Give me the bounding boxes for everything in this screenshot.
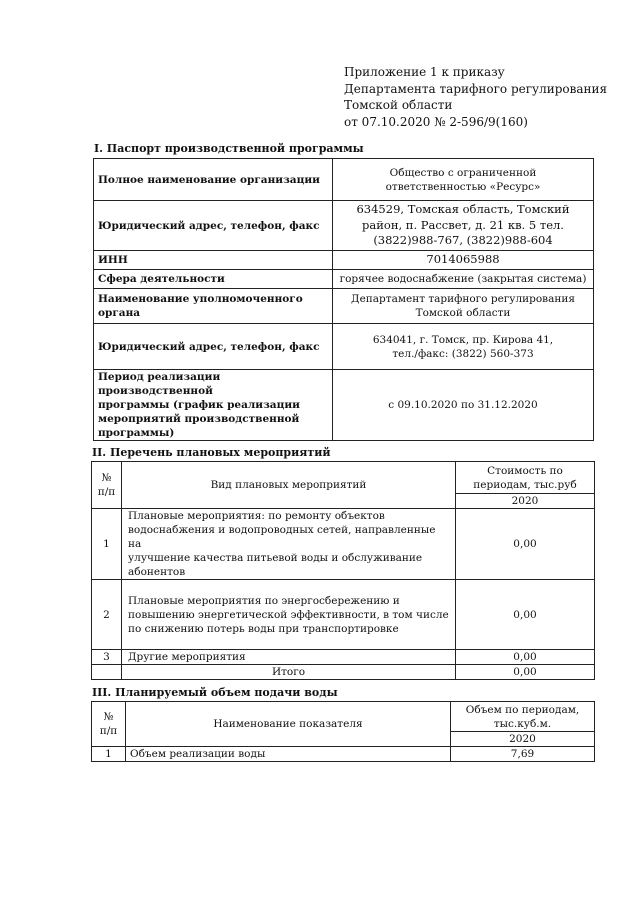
appendix-line: Томской области — [344, 98, 453, 112]
events-table — [91, 461, 595, 680]
row-desc: Плановые мероприятия: по ремонту объектов водоснабжения и водопроводных сетей, направленные на улучшение качества питьевой воды и обслуживание абонентов — [122, 509, 456, 580]
passport-label: Сфера деятельности — [94, 270, 333, 289]
passport-label: ИНН — [94, 251, 333, 270]
passport-value: Общество с ограниченной ответственностью «Ресурс» — [333, 159, 594, 201]
passport-row — [94, 159, 594, 201]
row-num: 2 — [92, 580, 122, 650]
passport-row — [94, 270, 594, 289]
appendix-line: Приложение 1 к приказу — [344, 65, 505, 79]
passport-label: Юридический адрес, телефон, факс — [94, 324, 333, 370]
row-desc: Плановые мероприятия по энергосбережению и повышению энергетической эффективности, в том числе по снижению потерь воды при транспортировке — [122, 580, 456, 650]
row-value: 0,00 — [456, 509, 595, 580]
header-volume: Объем по периодам, тыс.куб.м. — [451, 702, 595, 732]
passport-row — [94, 370, 594, 441]
row-num: 1 — [92, 747, 126, 762]
header-num: № п/п — [92, 702, 126, 747]
table-row — [92, 747, 595, 762]
total-label: Итого — [122, 665, 456, 680]
row-num: 1 — [92, 509, 122, 580]
header-kind: Вид плановых мероприятий — [122, 462, 456, 509]
row-desc: Другие мероприятия — [122, 650, 456, 665]
passport-row — [94, 289, 594, 324]
passport-value: 634529, Томская область, Томский район, п. Рассвет, д. 21 кв. 5 тел. (3822)988-767, (3822)988-604 — [333, 201, 594, 251]
events-header-row — [92, 462, 595, 494]
section-3-title: III. Планируемый объем подачи воды — [92, 686, 338, 699]
passport-value: с 09.10.2020 по 31.12.2020 — [333, 370, 594, 441]
passport-label: Наименование уполномоченного органа — [94, 289, 333, 324]
passport-label: Период реализации производственной программы (график реализации мероприятий производственной программы) — [94, 370, 333, 441]
header-year: 2020 — [451, 732, 595, 747]
total-value: 0,00 — [456, 665, 595, 680]
passport-value: Департамент тарифного регулирования Томской области — [333, 289, 594, 324]
appendix-line: Департамента тарифного регулирования — [344, 81, 608, 96]
row-value: 7,69 — [451, 747, 595, 762]
passport-row — [94, 324, 594, 370]
header-year: 2020 — [456, 494, 595, 509]
volume-header-row — [92, 702, 595, 732]
volume-table — [91, 701, 595, 762]
passport-value: 7014065988 — [333, 251, 594, 270]
section-2-title: II. Перечень плановых мероприятий — [92, 446, 331, 459]
passport-row — [94, 201, 594, 251]
appendix-header — [344, 64, 607, 130]
table-row — [92, 509, 595, 580]
passport-table — [93, 158, 594, 441]
passport-row — [94, 251, 594, 270]
header-cost: Стоимость по периодам, тыс.руб — [456, 462, 595, 494]
passport-label: Юридический адрес, телефон, факс — [94, 201, 333, 251]
row-name: Объем реализации воды — [126, 747, 451, 762]
total-empty — [92, 665, 122, 680]
appendix-line: от 07.10.2020 № 2-596/9(160) — [344, 114, 528, 129]
total-row — [92, 665, 595, 680]
header-num: № п/п — [92, 462, 122, 509]
table-row — [92, 650, 595, 665]
header-name: Наименование показателя — [126, 702, 451, 747]
passport-value: 634041, г. Томск, пр. Кирова 41, тел./факс: (3822) 560-373 — [333, 324, 594, 370]
row-value: 0,00 — [456, 580, 595, 650]
row-value: 0,00 — [456, 650, 595, 665]
passport-value: горячее водоснабжение (закрытая система) — [333, 270, 594, 289]
section-1-title: I. Паспорт производственной программы — [94, 142, 364, 155]
passport-label: Полное наименование организации — [94, 159, 333, 201]
row-num: 3 — [92, 650, 122, 665]
table-row — [92, 580, 595, 650]
